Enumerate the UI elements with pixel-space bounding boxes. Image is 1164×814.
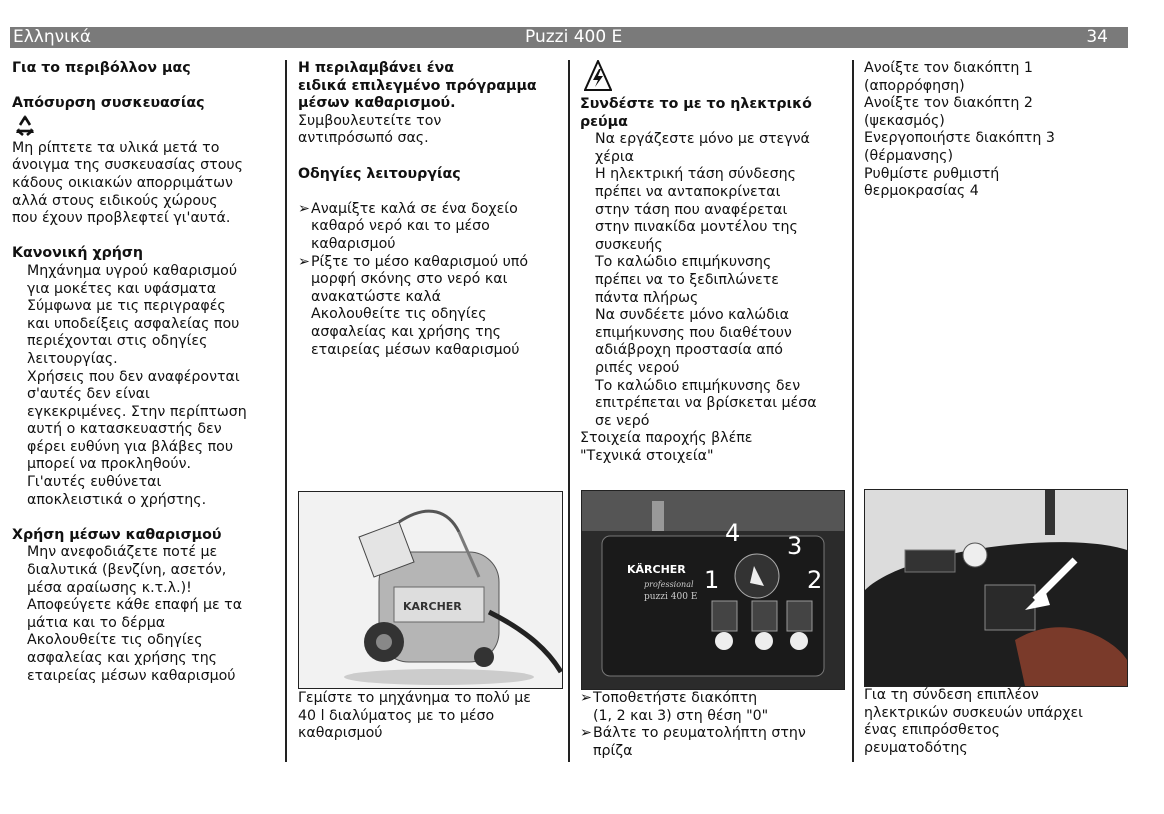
product-title: Puzzi 400 E — [525, 27, 623, 47]
text-line: Να εργάζεστε μόνο με στεγνά — [595, 131, 810, 148]
text-line: καθαρό νερό και το μέσο — [311, 218, 490, 235]
text-line: Μη ρίπτετε τα υλικά μετά το — [12, 139, 220, 156]
text-line: μέσα αραίωσης κ.τ.λ.)! — [27, 579, 192, 596]
text-line: κάδους οικιακών απορριμάτων — [12, 174, 233, 191]
switch-number-3: 3 — [787, 532, 803, 560]
switch-number-4: 4 — [725, 519, 741, 547]
column-3 — [580, 60, 848, 465]
text-line: πρίζα — [593, 742, 633, 759]
bullet-item: ➢ Βάλτε το ρευματολήπτη στην πρίζα — [580, 725, 806, 759]
text-line: Μηχάνημα υγρού καθαρισμού — [27, 262, 238, 279]
column-1 — [12, 60, 280, 685]
text-line: ειδικά επιλεγμένο πρόγραμμα — [298, 77, 537, 94]
text-line: μορφή σκόνης στο νερό και — [311, 271, 508, 288]
text-line: συσκευής — [595, 236, 663, 253]
text-line: Χρήσεις που δεν αναφέρονται — [27, 368, 240, 385]
text-line: Το καλώδιο επιμήκυνσης δεν — [595, 377, 801, 394]
text-line: Ανοίξτε τον διακόπτη 1 — [864, 60, 1033, 76]
socket-photo — [864, 489, 1128, 687]
fill-caption — [298, 690, 531, 743]
text-line: θερμοκρασίας 4 — [864, 183, 979, 200]
text-line: καθαρισμού — [311, 235, 396, 252]
text-line: αυτή ο κατασκευαστής δεν — [27, 421, 222, 438]
text-line: μπορεί να προκληθούν. — [27, 456, 192, 473]
text-line: Μην ανεφοδιάζετε ποτέ με — [27, 544, 218, 561]
text-line: ριπές νερού — [595, 359, 680, 376]
text-line: "Τεχνικά στοιχεία" — [580, 447, 714, 464]
brand-label: KARCHER — [403, 600, 462, 613]
machine-filling-photo — [298, 491, 563, 689]
text-line: (απορρόφηση) — [864, 77, 965, 94]
text-line: Αναμίξτε καλά σε ένα δοχείο — [311, 200, 518, 217]
text-line: Ανοίξτε τον διακόπτη 2 — [864, 95, 1033, 112]
bullet-item: ➢ Τοποθετήστε διακόπτη (1, 2 και 3) στη θέση "0" — [580, 690, 769, 724]
text-line: (1, 2 και 3) στη θέση "0" — [593, 707, 769, 724]
column-divider — [568, 60, 570, 762]
text-line: αδιάβροχη προστασία από — [595, 342, 783, 359]
text-line: στην πινακίδα μοντέλου της — [595, 219, 798, 236]
bullet-item: ➢ Ρίξτε το μέσο καθαρισμού υπό μορφή σκόνης στο νερό και ανακατώστε καλά Ακολουθείτε τις οδηγίες ασφαλείας και χρήσης της εταιρείας μέσων καθαρισμού — [298, 253, 528, 358]
panel-model: puzzi 400 E — [644, 592, 698, 602]
bullet-item: ➢ Αναμίξτε καλά σε ένα δοχείο καθαρό νερό και το μέσο καθαρισμού — [298, 200, 518, 252]
text-line: Ακολουθείτε τις οδηγίες — [27, 632, 203, 649]
disposal-heading: Απόσυρση συσκευασίας — [12, 95, 205, 112]
column-2 — [298, 60, 560, 359]
page-header — [10, 27, 1128, 48]
detergent-heading: Χρήση μέσων καθαρισμού — [12, 526, 222, 543]
section-title: Για το περιβόλλον μας — [12, 60, 191, 76]
text-line: Σύμφωνα με τις περιγραφές — [27, 298, 226, 315]
text-line: που έχουν προβλεφτεί γι'αυτά. — [12, 210, 231, 227]
heading-line: Συνδέστε το με το ηλεκτρικό — [580, 96, 812, 112]
text-line: Βάλτε το ρευματολήπτη στην — [593, 725, 806, 742]
recycle-icon — [13, 114, 37, 138]
text-line: πρέπει να ανταποκρίνεται — [595, 183, 781, 200]
caption-line: ηλεκτρικών συσκευών υπάρχει — [864, 704, 1083, 721]
caption-line: 40 l διαλύματος με το μέσο — [298, 707, 495, 724]
column-4 — [864, 60, 1134, 201]
caption-line: ένας επιπρόσθετος — [864, 722, 1000, 739]
text-line: Τοποθετήστε διακόπτη — [593, 690, 758, 706]
socket-caption — [864, 687, 1083, 757]
text-line: Ρυθμίστε ρυθμιστή — [864, 165, 1000, 182]
text-line: μάτια και το δέρμα — [27, 614, 166, 631]
text-line: Ρίξτε το μέσο καθαρισμού υπό — [311, 253, 528, 270]
text-line: ανακατώστε καλά — [311, 288, 441, 305]
text-line: εγκεκριμένες. Στην περίπτωση — [27, 403, 247, 420]
text-line: εταιρείας μέσων καθαρισμού — [311, 341, 520, 358]
caption-line: Γεμίστε το μηχάνημα το πολύ με — [298, 690, 531, 706]
column-divider — [852, 60, 854, 762]
text-line: επιτρέπεται να βρίσκεται μέσα — [595, 395, 817, 412]
panel-brand: KÄRCHER — [627, 563, 686, 576]
control-panel-photo — [581, 490, 845, 690]
text-line: Ακολουθείτε τις οδηγίες — [311, 306, 487, 323]
text-line: σε νερό — [595, 412, 650, 429]
text-line: Γι'αυτές ευθύνεται — [27, 474, 162, 491]
text-line: στην τάση που αναφέρεται — [595, 201, 788, 218]
text-line: ασφαλείας και χρήσης της — [27, 650, 218, 666]
caption-line: Για τη σύνδεση επιπλέον — [864, 687, 1039, 703]
page-number: 34 — [1086, 27, 1108, 47]
caption-line: ρευματοδότης — [864, 739, 968, 756]
text-line: μέσων καθαρισμού. — [298, 95, 456, 112]
text-line: επιμήκυνσης που διαθέτουν — [595, 324, 792, 341]
switch-number-2: 2 — [807, 566, 823, 594]
text-line: Συμβουλευτείτε τον — [298, 112, 442, 129]
text-line: Να συνδέετε μόνο καλώδια — [595, 307, 789, 324]
text-line: (θέρμανσης) — [864, 147, 954, 164]
electric-warning-icon — [584, 60, 612, 92]
text-line: αντιπρόσωπό σας. — [298, 130, 429, 147]
operation-heading: Οδηγίες λειτουργίας — [298, 165, 461, 182]
text-line: άνοιγμα της συσκευασίας στους — [12, 157, 243, 174]
heading-line: ρεύμα — [580, 113, 628, 130]
column-divider — [285, 60, 287, 762]
language-label: Ελληνικά — [13, 27, 92, 47]
text-line: και υποδείξεις ασφαλείας που — [27, 315, 240, 332]
panel-sub: professional — [644, 580, 694, 589]
text-line: αλλά στους ειδικούς χώρους — [12, 192, 218, 209]
text-line: λειτουργίας. — [27, 350, 118, 367]
text-line: φέρει ευθύνη για βλάβες που — [27, 438, 234, 455]
switch-number-1: 1 — [704, 566, 720, 594]
text-line: πρέπει να το ξεδιπλώνετε — [595, 271, 779, 288]
text-line: σ'αυτές δεν είναι — [27, 386, 150, 403]
use-heading: Κανονική χρήση — [12, 245, 144, 262]
text-line: Η περιλαμβάνει ένα — [298, 60, 455, 76]
text-line: Η ηλεκτρική τάση σύνδεσης — [595, 166, 796, 183]
text-line: Αποφεύγετε κάθε επαφή με τα — [27, 597, 243, 614]
text-line: χέρια — [595, 148, 635, 165]
text-line: Το καλώδιο επιμήκυνσης — [595, 254, 772, 271]
text-line: διαλυτικά (βενζίνη, ασετόν, — [27, 562, 227, 579]
text-line: περιέχονται στις οδηγίες — [27, 333, 208, 350]
text-line: Στοιχεία παροχής βλέπε — [580, 430, 753, 447]
text-line: για μοκέτες και υφάσματα — [27, 280, 217, 297]
text-line: πάντα πλήρως — [595, 289, 699, 306]
text-line: (ψεκασμός) — [864, 112, 945, 129]
caption-line: καθαρισμού — [298, 725, 383, 742]
text-line: ασφαλείας και χρήσης της — [311, 323, 502, 340]
text-line: Ενεργοποιήστε διακόπτη 3 — [864, 130, 1055, 147]
text-line: αποκλειστικά ο χρήστης. — [27, 491, 207, 508]
text-line: εταιρείας μέσων καθαρισμού — [27, 667, 236, 684]
switch-instructions — [580, 690, 806, 760]
